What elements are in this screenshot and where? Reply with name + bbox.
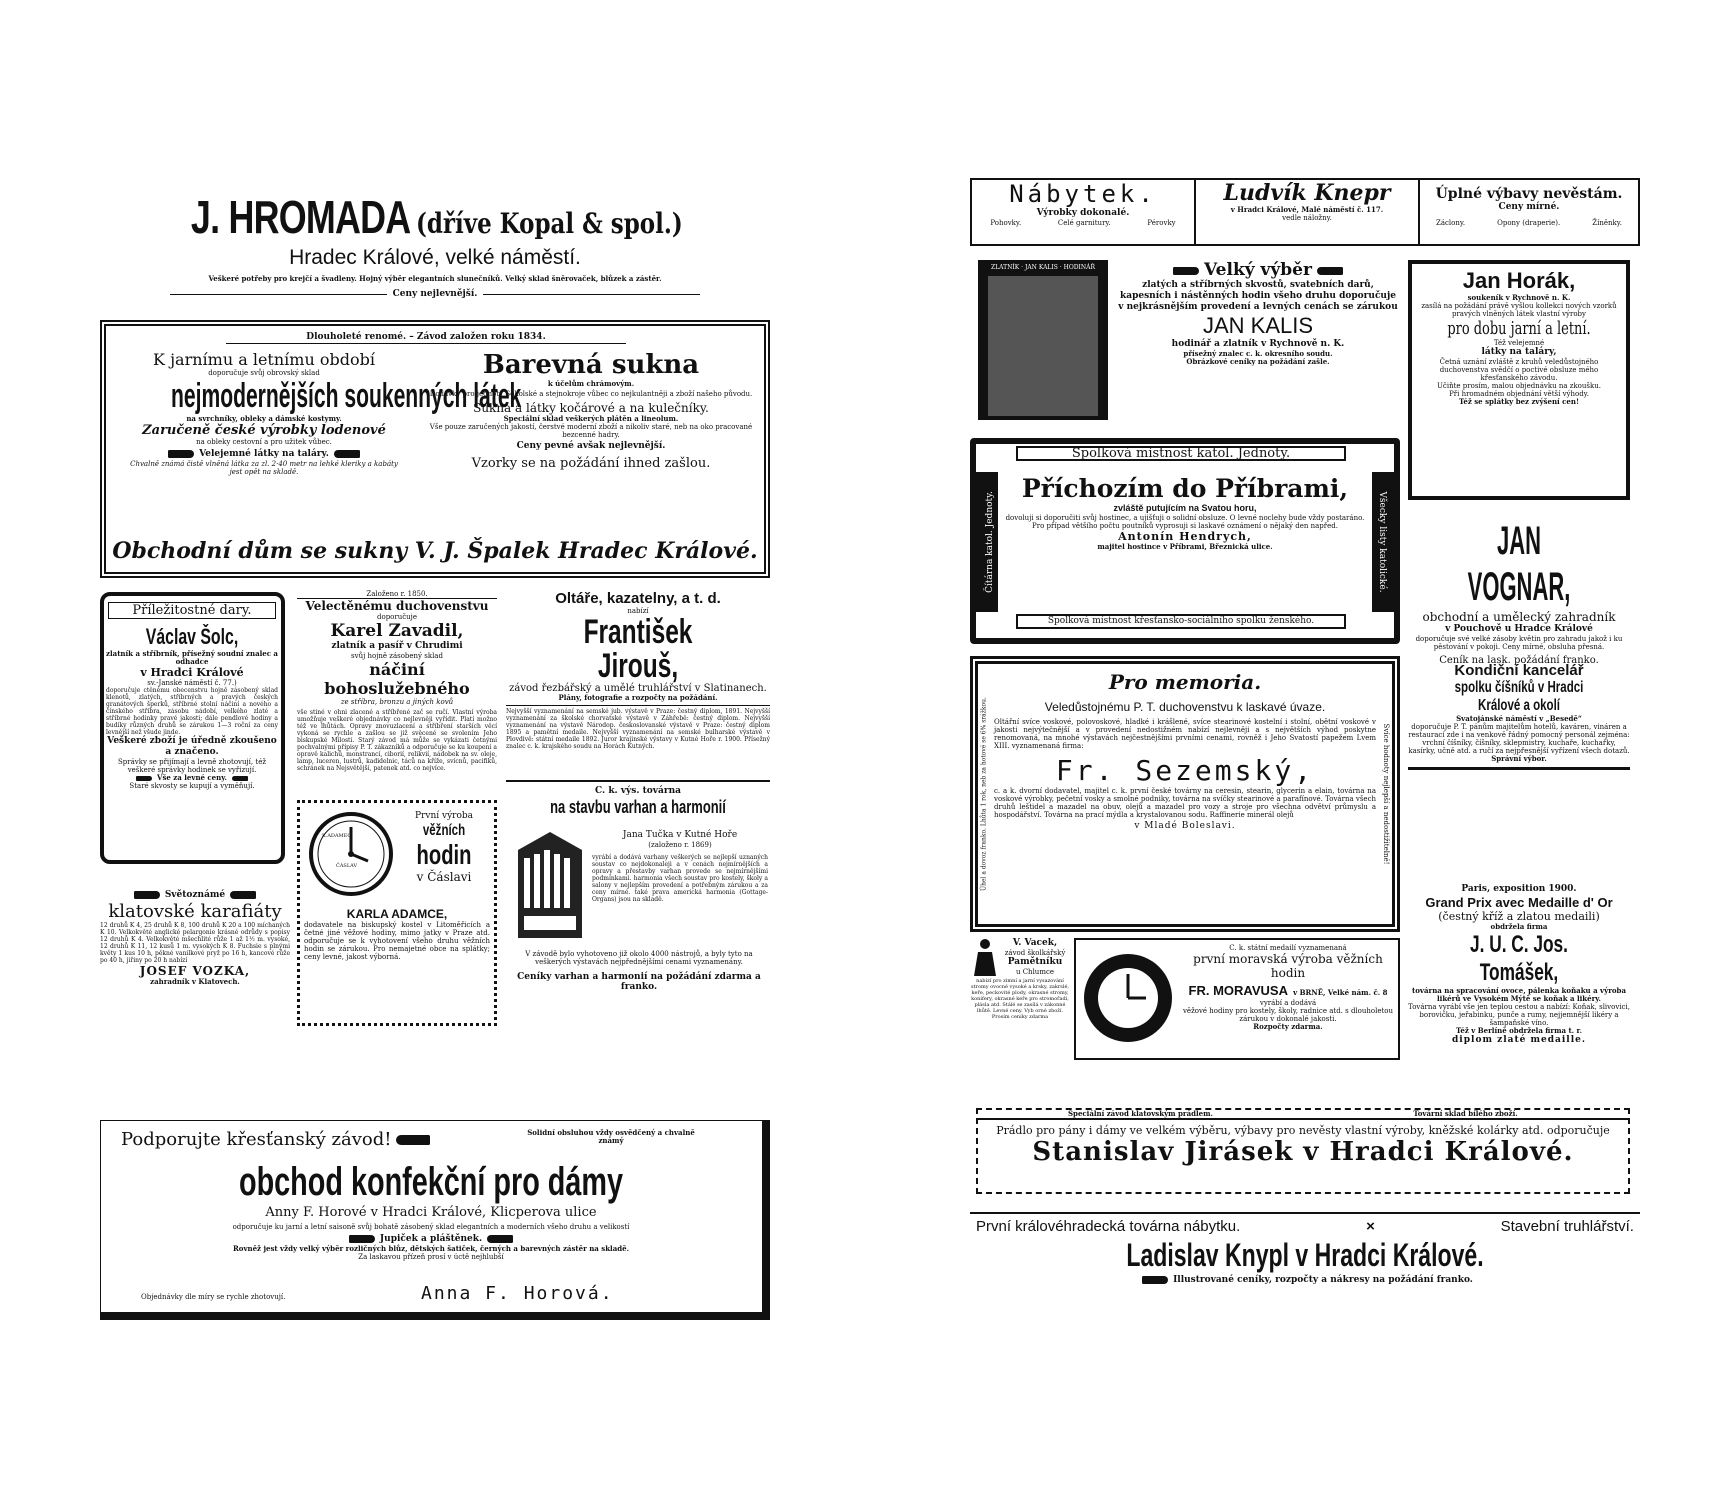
spalek-left [114,350,522,476]
kalis-sign: ZLATNÍK · JAN KALIS · HODINÁŘ [990,264,1096,271]
right-page [970,178,1640,1353]
zavadil-t1: zlatník a pasíř v Chrudimi [331,641,463,651]
spalek-l6: Veleјemné látky na taláry. [199,449,329,459]
kondicni-ad [1408,662,1630,770]
spalek-r1: Barevná sukna [482,350,700,380]
zavadil-t4: ze stříbra, bronzu a jiných kovů [340,698,454,706]
zavadil-body: vše stiné v ohni zlacené a stříbřené zač se ručí. Vlastní výroba umožňuje veškeré objednávky co nejlevněji vyřídit. Platí možno též ve lhůtách. Opravy znovuzlacení a stříbření starších věcí vykoná se rychle a zašlou se již svěcené se svolením Jeho biskupské Milosti. Starý závod má může se vykázati četnými pochvalnými přípisy P. T. zákazníků a odporučuje se ku koupení a opravě kalichů, monstrancí, ciborií, relikvií, nádobek na sv. oleje, lamp, luceren, lustrů, kadidelnic, táců na kříže, svícnů, pacifiků, schránek na Nejsvětější, patenek atd. co nejvíce. [297,709,497,772]
sezemsky-side-right [1380,674,1392,914]
sezemsky-body2: c. a k. dvorní dodavatel, majitel c. k. první české továrny na ceresin, stearin, glycerin a elain, továrna na voskové výrobky, pečetní vosky a smolné podniky, továrna na svíčky stearinové a parafínové. Továrna všech druhů leštidel a mazadel na obuv, olejů a mazadel pro vozy a stroje pro všechna odvětví průmyslu a hospodářství. Továrna na prací mýdla a krystalovanou sodu. Raffinerie minerál olejů [994,787,1376,819]
kalis-text [1116,260,1400,366]
spalek-r7: Ceny pevné avšak nejlevnější. [516,441,666,451]
hromada-prices: Ceny nejlevnější. [392,289,478,299]
sezemsky-side-left [978,674,990,914]
solc-body [106,624,278,790]
moravus-t4: Rozpočty zdarma. [1253,1022,1323,1031]
pribram-ad [970,438,1400,644]
moravus-text [1180,944,1396,1031]
sezemsky-text [994,670,1376,832]
spalek-l1: K jarnímu a letnímu období [153,350,375,369]
left-page [100,190,770,1320]
jirasek-name: Stanislav Jirásek v Hradci Králové. [1032,1137,1574,1167]
horak-t1: soukeník v Rychnově n. K. [1467,293,1571,302]
hromada-title: J. HROMADA [191,191,411,243]
pribram-t2: majitel hostince v Příbrami, Březnická ulice. [1097,542,1273,551]
knepr-b2: v Hradci Králové, Malé náměstí č. 117. [1230,205,1384,214]
horova-s: Solidní obsluhou vždy osvědčený a chvalně známý [527,1128,695,1145]
horak-t7: Učiňte prosím, malou objednávku na zkoušku. [1437,382,1601,390]
pribram-side2: Všecky listy katolické. [1377,491,1387,593]
vognar-t3: doporučuje své velké zásoby květin pro zahradu jakož i ku pěstování v pokoji. Ceny mírné, obsluha přesná. [1415,635,1623,651]
hromada-paren: (dříve Kopal & spol.) [415,207,683,240]
tomasek-t3: obdržela firma [1490,922,1548,931]
horova-ad [100,1120,770,1320]
clock-label-1: K.ADAMEC [322,833,352,839]
adamec-name: KARLA ADAMCE, [346,907,448,921]
vozka-name: JOSEF VOZKA, [139,964,251,978]
adamec-t4: v Čáslavi [416,870,472,884]
fist-icon [230,891,256,899]
clock-icon [306,809,396,899]
jirasek-h1: Speciální závod klatovským prádlem. [1068,1109,1213,1118]
vacek-t2: Pamětníku [1007,957,1063,967]
horova-t5: Za laskavou přízeň prosí v úctě nejhlubší [358,1253,504,1261]
zavadil-d: doporučuje [377,613,417,621]
horak-t2: zasílá na požádání právě vyšlou kollekci nových vzorků pravých vlněných látek vlastní výroby [1421,302,1617,318]
fist-icon [396,1135,430,1145]
solc-t7: Vše za levné ceny. [157,773,227,782]
moravus-t1: první moravská výroba věžních hodin [1193,952,1383,980]
gardener-icon [970,938,1000,978]
pribram-foot: Spolková místnost křesťansko-sociálního spolku ženského. [1016,614,1346,629]
vybavy-c2: Ceny mírné. [1498,202,1560,212]
vybavy-c4: Opony (draperie). [1497,219,1561,227]
fist-icon [134,891,160,899]
vacek-t1: závod školkářský [1004,949,1066,957]
kondicni-t2: Svatojánské náměstí v „Besedě“ [1456,714,1582,723]
horak-t6: Četná uznání zvláště z kruhů veledůstojného duchovenstva svědčí o poctivé obsluze mého křesťanského závodu. [1439,358,1599,382]
kalis-t2: přísežný znalec c. k. okresního soudu. [1183,349,1333,358]
pribram-side-left [976,472,998,612]
solc-t2: v Hradci Králové [140,666,244,679]
jirous-n: nabízí [627,607,649,615]
tomasek-t1: Grand Prix avec Medaille d' Or [1425,895,1613,910]
knypl-t3: Illustrované ceníky, rozpočty a nákresy na požádání franko. [1173,1275,1473,1285]
tucek-ad [506,780,770,1030]
adamec-body-wrap [304,907,490,961]
zavadil-ad [297,590,497,772]
tomasek-t2: (čestný kříž a zlatou medaili) [1438,910,1600,923]
tucek-body-wrap [592,830,768,849]
pribram-side1: Čítárna katol. Jednoty. [985,491,995,593]
jirous-ad [506,590,770,750]
knypl-t1: První královéhradecká továrna nábytku. [976,1218,1241,1235]
jirasek-ad [976,1108,1630,1194]
vognar-t4: Ceník na lask. požádání franko. [1439,655,1599,666]
sezemsky-t2: v Mladé Boleslavi. [1134,821,1236,831]
solc-t3: sv.-Janské náměstí č. 77.) [147,679,237,687]
spalek-r4: Sukna a látky kočárové a na kulečníky. [473,401,709,415]
solc-t1: zlatník a stříbrník, přísežný soudní znalec a odhadce [106,649,278,666]
tomasek-ad [1408,884,1630,1046]
spalek-r5: Speciální sklad veškerých plátěn a lineolum. [503,414,679,423]
pribram-h: Spolková místnost katol. Jednoty. [1016,446,1346,461]
vybavy-c5: Žíněnky. [1592,219,1622,227]
tucek-t1: na stavbu varhan a harmonií [550,797,726,817]
vozka-title: klatovské karafiáty [108,901,282,922]
tomasek-h: Paris, exposition 1900. [1461,884,1577,894]
horova-t1: Anny F. Horové v Hradci Králové, Klicperova ulice [265,1205,597,1220]
vybavy-ad [1420,180,1638,244]
hromada-ad [100,190,770,300]
solc-t8: Staré skvosty se kupují a vyměňují. [129,782,255,790]
sezemsky-t1: Veledůstojnému P. T. duchovenstvu k laskavé úvaze. [1044,700,1326,714]
horova-head-row [121,1129,435,1150]
solc-t6: Správky se přijímají a levně zhotovují, též veškeré správky hodinek se vyřizují. [117,758,267,774]
sezemsky-ad [970,656,1400,932]
tomasek-t4: Továrna vyrábí vše jen teplou cestou a nabízí: Koňak, slivovici, borovičku, jeřabinku, punče a rumy, nejjemnější likéry a šampaňské víno. [1408,1003,1630,1027]
tucek-name: Jana Tučka v Kutné Hoře [622,830,738,840]
tomasek-t6: diplom zlaté medaille. [1452,1035,1586,1045]
spalek-ad [100,320,770,578]
sezemsky-body1: Oltářní svíce voskové, polovoskové, hladké i krášlené, svíce stearinové kostelní i stolní, obětní voskové v jakosti nejvýtečnější a v provedení nedostižném nabízí nejlevněji a s největších výhod poskytne renomovaná, na mnohé výstavách nejčestnějšími prvními cenami, rovněž i Jeho Svatostí papežem Lvem XIII. vyznamenaná firma: [994,718,1376,750]
zavadil-h: Velectěnému duchovenstvu [297,598,497,613]
knypl-x: × [1366,1218,1375,1235]
zavadil-est: Založeno r. 1850. [366,590,428,598]
hromada-city: Hradec Králové, velké náměstí. [289,246,581,269]
sezemsky-h: Pro memoria. [1108,670,1262,694]
kondicni-h: Kondiční kancelář [1454,662,1584,679]
kalis-t3: Obrázkové ceníky na požádání zašle. [1186,357,1330,366]
knepr-ad [1196,180,1420,244]
spalek-renome: Dlouholeté renomé. – Závod založen roku 1834. [226,332,626,344]
kalis-name: JAN KALIS [1202,313,1314,338]
vognar-name: JAN VOGNAR, [1467,519,1571,609]
fist-icon [349,1235,375,1243]
spalek-right [426,350,756,471]
spalek-footer: Obchodní dům se sukny V. J. Špalek Hradec Králové. [112,538,758,564]
horova-t2: odporučuje ku jarní a letní saisoně svůj bohatě zásobený sklad elegantních a moderních všeho druhu a velikostí [232,1223,630,1231]
sezemsky-name: Fr. Sezemský, [1055,754,1315,787]
sezemsky-sideR: Svíce hodnoty nejlepší a nedostižitelné! [1382,723,1390,865]
spalek-big: nejmodernějších soukenných látek [171,377,522,415]
horak-t4: Též velejemné [1493,339,1545,347]
solc-t5: Veškeré zboží je úředně zkoušeno a značeno. [107,736,277,757]
pribram-text [1002,474,1368,551]
solc-head: Příležitostné dary. [108,602,276,619]
knepr-name: Ludvík Knepr [1223,180,1391,206]
zavadil-t3: náčiní bohoslužebného [324,660,470,698]
kalis-shopfront [978,260,1108,420]
knepr-b3: vedle náložny. [1282,214,1332,222]
vognar-t1: obchodní a umělecký zahradník [1422,610,1616,624]
moravus-t2: v BRNĚ, Velké nám. č. 8 [1293,988,1388,997]
adamec-ad [297,800,497,1026]
horak-ad [1408,260,1630,500]
fist-icon [1173,267,1199,275]
spalek-l5: na obleky cestovní a pro užitek vůbec. [196,438,332,446]
vozka-body: 12 druhů K 4, 25 druhů K 8, 100 druhů K 20 a 100 míchaných K 10. Velkokvěté anglické pelargonie krásné odrůdy s popisy 12 druhů K 4. Velkokvěté mšechlité růže 1 až 1½ m. vysoké, 12 druhů K 11, 12 kusů 1 m. vysokých K 8. Fuchsie s plnými květy 1 kus 10 h, pěkné vanilkové pryž po 16 h, kancové růže po 40 h, jiřiny po 20 h nabízí [100,922,290,964]
nabytek-title: Nábytek. [1009,180,1157,208]
horak-name: Jan Horák, [1462,268,1576,293]
pribram-side-right [1372,472,1394,612]
nabytek-a2: Výrobky dokonalé. [1036,208,1130,218]
nabytek-a5: Pérovky [1147,219,1176,227]
vozka-h: Světoznámé [164,890,226,900]
adamec-heading [396,811,492,884]
adamec-t2: věžních [422,822,466,839]
kalis-ad [970,260,1400,422]
tucek-body: vyrábí a dodává varhany veškerých se nejlepší uznaných soustav co nejdokonaleji a v cenách nejmírnějších a opravy a přestavby varhan provede se nejmírnějšími podmínkami. harmonia všech soustav pro kostely, školy a salony v nejlepším provedení a potřebným zárukou a za ceny mírné. také prava americká harmonia (Gottage-Organs) jsou na skladě. [592,854,768,903]
fist-icon [232,776,248,781]
horova-t3: Jupiček a pláštěnek. [379,1234,483,1244]
fist-icon [136,776,152,781]
tomasek-t5: Též v Berlíně obdržela firma t. r. [1455,1026,1583,1035]
horova-t6: Objednávky dle míry se rychle zhotovují. [141,1293,286,1301]
kalis-t1: hodinář a zlatník v Rychnově n. K. [1171,339,1345,349]
jirasek-h2: Tovární sklad bílého zboží. [1413,1109,1518,1118]
vacek-ad [970,938,1070,1020]
kondicni-body: doporučuje P. T. pánům majitelům hotelů, kaváren, vináren a restaurací zde i na venkově řádný pomocný personál zejména: vrchní číšníky, číšníky, sklepmistry, kuchaře, kuchařky, kasírky, učně atd. a ručí za nejpřesnější vyřízení všech dotazů. [1408,723,1630,755]
zavadil-t2: svůj hojně zásobený sklad [351,652,443,660]
adamec-t1: První výroba [415,811,473,821]
tucek-t2: V závodě bylo vyhotoveno již okolo 4000 nástrojů, a byly tyto na veškerých výstavách nejpřednějšími cenami vyznamenány. [525,950,753,966]
fist-icon [1142,1276,1168,1284]
moravus-h: C. k. státní medailí vyznamenaná [1229,944,1347,952]
jirous-h: Oltáře, kazatelny, a t. d. [555,590,721,607]
knypl-ad [970,1212,1640,1286]
pribram-name: Antonín Hendrych, [1118,530,1252,543]
jirous-t1: závod řezbářský a umělé truhlářství v Slatinanech. [509,683,767,694]
horova-t4: Rovněž jest vždy velký výběr rozličných blůz, dětských šatiček, černých a barevných zástěr na skladě. [232,1244,630,1253]
moravus-body: věžové hodiny pro kostely, školy, radnice atd. s dlouholetou zárukou v dokonalé jakosti. [1182,1007,1394,1023]
nabytek-a3: Pohovky. [990,219,1022,227]
vybavy-c1: Úplné výbavy nevěstám. [1435,186,1623,202]
kalis-body: zlatých a stříbrných skvostů, svatebních darů, kapesních i nástěnných hodin všeho druhu doporučuje v nejkrásnějším provedení a levných cenách se zárukou [1118,280,1398,312]
moravus-name: FR. MORAVUSA [1188,983,1288,998]
zavadil-name: Karel Zavadil, [330,621,464,641]
fist-icon [168,450,194,458]
horak-t9: Též se splátky bez zvýšení cen! [1458,397,1580,406]
hromada-prices-row [170,289,700,300]
horak-t5: látky na taláry, [1481,347,1557,357]
vacek-name: V. Vacek, [1012,938,1058,948]
moravus-ad [1074,938,1400,1060]
vognar-ad [1408,518,1630,666]
organ-icon [510,830,590,940]
horova-h: Podporujte křesťanský závod! [121,1129,392,1150]
horova-main [101,1159,761,1261]
sezemsky-sideL: Úhel a dovoz franko. Lhůta 1 rok, neb za hotové se 6% srážkou. [980,697,988,891]
vacek-body: nabízí pro zimní a jarní vysazování stromy ovocné vysoké a krsky, zakrslé, keře, peckovité plody, okrasné stromy, konifery, okrasné keře pro stromořadí, plásla atd. Stálé se zasílá v zákonné lhůtě. Levné ceny. Vyb orné zboží. Prosím ceníky zdarma [970,978,1070,1020]
kondicni-t1: spolku číšníků v Hradci Králové a okolí [1454,679,1584,714]
jirous-t2: Plány, fotografie a rozpočty na požádání. [558,693,718,702]
kalis-h: Velký výběr [1204,260,1312,280]
tucek-h: C. k. výs. továrna [595,786,681,796]
vozka-sub: zahradník v Klatovech. [150,977,240,986]
clock-label-2: ČÁSLAV [336,863,358,869]
spalek-l4: Zaručeně české výrobky lodenové [142,423,386,438]
solc-name: Václav Šolc, [145,624,239,649]
solc-ad [100,592,285,864]
nabytek-a4: Celé garnitury. [1057,219,1111,227]
vozka-ad [100,890,290,986]
tomasek-name: J. U. C. Jos. Tomášek, [1470,931,1568,986]
tomasek-body: továrna na spracování ovoce, pálenka koňaku a výroba likérů ve Vysokém Mýtě se koňak a likéry. [1412,986,1626,1003]
fist-icon [334,450,360,458]
spalek-l2: doporučuje svůj obrovský sklad [208,369,320,377]
horova-sig: Anna F. Horová. [421,1283,614,1304]
jirous-body: Nejvyšší vyznamenání na semské jub. výstavě v Praze: čestný diplom, 1891. Nejvyšší vyznamenání za školské chorvatské výstavě v Záhřebě: čestný diplom. Nejvyšší vyznamenání na výstavě Národop. českoslovanské výstavě v Praze: čestný diplom 1895 a pamětní medaile. Nejvyšší vyznamenání na semské bulharské výstavě v Plovdivě: státní medaile 1892. Juror krajinské výstavy v Kutné Hoře r. 1900. Přísežný znalec c. k. krajského soudu na Horách Kutných. [506,705,770,750]
spalek-l7: Chvalně známá čistě vlněná látka za zl. 2·40 metr na lehké kleriky a kabáty jest opět na skladě. [130,460,398,476]
tucek-t3: Ceníky varhan a harmonií na požádání zdarma a franko. [517,972,761,992]
nabytek-ad [972,180,1196,244]
tucek-est: (založeno r. 1869) [648,841,712,849]
kondicni-t3: Správní výbor. [1491,754,1547,763]
top-strip [970,178,1640,246]
spalek-r8: Vzorky se na požádání ihned zašlou. [471,456,711,471]
spalek-l3: na svrchníky, obleky a dámské kostymy. [186,414,342,423]
adamec-body: dodavatele na biskupský kostel v Litoměřicích a četné jiné věžové hodiny, mimo jatky v Praze atd. odporučuje se k vyhotovení všeho druhu věžních hodin se zárukou. Pro nemajetné obce na splátky; ceny levné, jakost výborná. [304,921,490,961]
adamec-t3: hodin [416,839,472,870]
horak-t3: pro dobu jarní a letní. [1447,318,1591,339]
jirous-name: František Jirouš, [583,613,693,685]
vognar-t2: v Pouchově u Hradce Králové [1445,624,1593,634]
spalek-r3: Dodávky pro jednoty Sokolské a stejnokroje vůbec co nejkulantněji a zboží našeho původu. [429,390,753,398]
horova-big: obchod konfekční pro dámy [238,1160,624,1204]
fist-icon [487,1235,513,1243]
hromada-desc: Veškeré potřeby pro krejčí a švadleny. Hojný výběr elegantních slunečníků. Velký sklad šněrovaček, blůzek a zástěr. [208,274,662,283]
pribram-t1: zvláště putujícím na Svatou horu, [1113,503,1257,513]
spalek-r2: k účelům chrámovým. [547,379,635,388]
pribram-body: dovoluji si doporučiti svůj hostinec, a ujišťuji o solidní obsluze. O levné noclehy bude vždy postaráno. Pro případ většího počtu poutníků vyprosuji si laskavé oznámení o nějaký den napřed. [1005,514,1365,530]
pribram-big: Příchozím do Příbrami, [1021,474,1349,503]
jirasek-t1: Prádlo pro pány i dámy ve velkém výběru, výbavy pro nevěsty vlastní výroby, kněžské kolárky atd. odporučuje [996,1124,1610,1137]
knypl-t2: Stavební truhlářství. [1500,1218,1634,1235]
clock-icon [1080,950,1176,1046]
moravus-t3: vyrábí a dodává [1259,999,1317,1007]
vacek-t3: u Chlumce [1015,968,1055,976]
horak-t8: Při hromadném objednání větší výhody. [1449,390,1589,398]
fist-icon [1317,267,1343,275]
spalek-r6: Vše pouze zaručených jakostí, čerstvé moderní zboží a nikoliv staré, neb na oko pracované bezcenné hadry. [429,423,753,439]
knypl-name: Ladislav Knypl v Hradci Králové. [1126,1237,1484,1273]
vybavy-c3: Záclony. [1435,219,1466,227]
solc-t4: doporučuje ctěnému obecenstvu hojně zásobený sklad klenotů, zlatých, stříbrných a pravých českých granátových šperků, stříbrné stolní náčiní a nového a čínského stříbra, zásobu nádobí, velkého zlaté a stříbrné hodinky pravé jakosti; dále pendlové hodiny a budíky různých druhů se zárukou 1—3 roční za ceny levnější než všude jinde. [106,687,278,736]
